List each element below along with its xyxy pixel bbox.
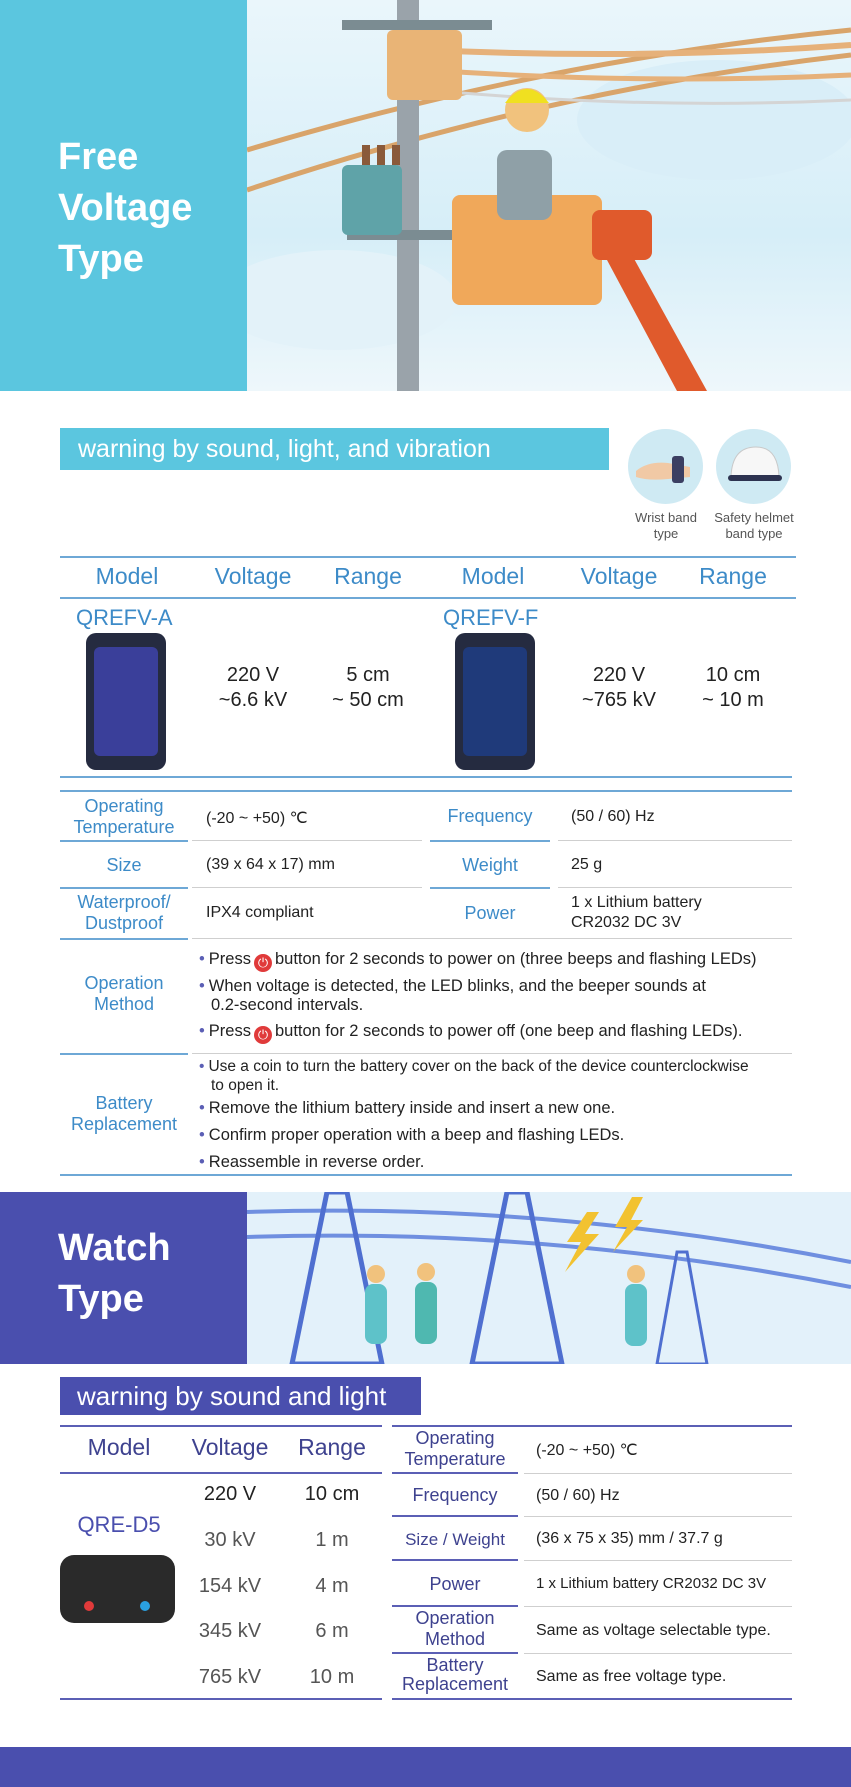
qre-d5-range-2: 1 m <box>315 1529 349 1551</box>
row-rule <box>392 1559 518 1561</box>
hero-watch-title: Watch Type <box>58 1227 171 1320</box>
qrefv-a-voltage: 220 V ~6.6 kV <box>218 664 288 711</box>
row-rule <box>192 840 422 841</box>
spec-table-top-rule <box>60 790 792 792</box>
watch-battery-label: Battery Replacement <box>401 1655 509 1694</box>
hero-free-voltage-title: Free Voltage Type <box>58 136 193 280</box>
watch-battery-value: Same as free voltage type. <box>536 1668 727 1685</box>
qre-d5-range-1: 10 cm <box>304 1483 360 1505</box>
power-label: Power <box>464 903 516 923</box>
waterproof-label: Waterproof/ Dustproof <box>77 892 171 933</box>
weight-value: 25 g <box>571 856 603 873</box>
battery-step-2: • Remove the lithium battery inside and insert a new one. <box>199 1099 616 1117</box>
col-header-range: Range <box>334 563 402 589</box>
battery-step-4: • Reassemble in reverse order. <box>199 1153 425 1171</box>
watch-frequency-value: (50 / 60) Hz <box>536 1487 620 1504</box>
qre-d5-voltage-1: 220 V <box>203 1483 257 1505</box>
footer-band <box>0 1747 851 1787</box>
watch-operation-value: Same as voltage selectable type. <box>536 1622 771 1639</box>
operation-step-1: • Press ⏻ button for 2 seconds to power on (three beeps and flashing LEDs) <box>199 950 757 970</box>
row-rule <box>524 1606 792 1607</box>
power-tower-illustration <box>247 1192 851 1364</box>
watch-power-label: Power <box>429 1574 481 1594</box>
operation-step-3: • Press ⏻ button for 2 seconds to power off (one beep and flashing LEDs). <box>199 1022 743 1042</box>
qre-d5-voltage-3: 154 kV <box>198 1575 262 1597</box>
size-value: (39 x 64 x 17) mm <box>206 856 335 873</box>
qrefv-f-voltage: 220 V ~765 kV <box>582 664 656 711</box>
qre-d5-device-image <box>60 1555 175 1623</box>
row-rule <box>60 1053 188 1055</box>
model-name-qrefv-a: QREFV-A <box>76 605 173 630</box>
header-rule <box>60 597 796 599</box>
model-name-qrefv-f: QREFV-F <box>443 605 539 630</box>
row-rule <box>392 1605 518 1607</box>
row-rule <box>524 1653 792 1654</box>
watch-frequency-label: Frequency <box>412 1485 498 1505</box>
wrist-band-caption: Wrist band type <box>635 510 697 541</box>
watch-size-weight-label: Size / Weight <box>405 1530 505 1549</box>
row-rule <box>392 1472 518 1474</box>
col-header-model: Model <box>95 563 159 589</box>
qre-d5-range-3: 4 m <box>315 1575 349 1597</box>
lineworker-illustration <box>247 0 851 391</box>
qre-d5-range-5: 10 m <box>309 1666 355 1688</box>
qre-d5-range-4: 6 m <box>315 1620 349 1642</box>
wrist-band-image <box>628 429 703 504</box>
safety-helmet-image <box>716 429 791 504</box>
table-top-rule <box>60 556 796 558</box>
watch-header-rule <box>60 1472 382 1474</box>
power-value: 1 x Lithium battery CR2032 DC 3V <box>571 894 702 931</box>
free-voltage-tagline: warning by sound, light, and vibration <box>60 428 609 470</box>
watch-operation-label: Operation Method <box>415 1608 495 1649</box>
model-table-bottom-rule <box>60 776 792 778</box>
row-rule <box>524 1560 792 1561</box>
row-rule <box>60 887 188 889</box>
watch-op-temp-value: (-20 ~ +50) ℃ <box>536 1442 638 1459</box>
row-rule <box>392 1515 518 1517</box>
power-button-icon: ⏻ <box>254 954 272 972</box>
qrefv-f-range: 10 cm ~ 10 m <box>702 664 764 711</box>
spec-table-bottom-rule <box>60 1174 792 1176</box>
battery-step-1: • Use a coin to turn the battery cover on the back of the device counterclockwise to open it. <box>199 1058 749 1094</box>
col-header-range-2: Range <box>699 563 767 589</box>
row-rule <box>524 1473 792 1474</box>
watch-col-header-model: Model <box>87 1434 151 1460</box>
row-rule <box>524 1516 792 1517</box>
watch-op-temp-label: Operating Temperature <box>404 1428 506 1469</box>
watch-col-header-range: Range <box>298 1434 366 1460</box>
qrefv-a-range: 5 cm ~ 50 cm <box>332 664 404 711</box>
col-header-voltage: Voltage <box>214 563 292 589</box>
row-rule <box>60 840 188 842</box>
op-temp-label: Operating Temperature <box>73 796 175 837</box>
weight-label: Weight <box>462 855 518 875</box>
col-header-model-2: Model <box>461 563 525 589</box>
battery-step-3: • Confirm proper operation with a beep and flashing LEDs. <box>199 1126 625 1144</box>
row-rule <box>192 887 422 888</box>
op-temp-value: (-20 ~ +50) ℃ <box>206 810 308 827</box>
qre-d5-voltage-4: 345 kV <box>198 1620 262 1642</box>
operation-step-2: • When voltage is detected, the LED blinks, and the beeper sounds at 0.2-second intervals. <box>199 977 706 1014</box>
size-label: Size <box>106 855 142 875</box>
row-rule <box>192 1053 792 1054</box>
row-rule <box>558 840 792 841</box>
watch-spec-bottom-rule <box>392 1698 792 1700</box>
qrefv-a-device-image <box>86 633 166 770</box>
watch-tagline: warning by sound and light <box>60 1377 421 1415</box>
watch-size-weight-value: (36 x 75 x 35) mm / 37.7 g <box>536 1530 723 1547</box>
qre-d5-voltage-5: 765 kV <box>198 1666 262 1688</box>
row-rule <box>430 887 550 889</box>
watch-col-header-voltage: Voltage <box>191 1434 269 1460</box>
qrefv-f-device-image <box>455 633 535 770</box>
watch-table-bottom-rule <box>60 1698 382 1700</box>
row-rule <box>60 938 188 940</box>
watch-power-value: 1 x Lithium battery CR2032 DC 3V <box>536 1575 767 1592</box>
watch-table-top-rule <box>60 1425 382 1427</box>
waterproof-value: IPX4 compliant <box>206 904 314 921</box>
row-rule <box>430 840 550 842</box>
watch-spec-top-rule <box>392 1425 792 1427</box>
col-header-voltage-2: Voltage <box>580 563 658 589</box>
battery-replacement-label: Battery Replacement <box>70 1093 178 1134</box>
frequency-value: (50 / 60) Hz <box>571 808 655 825</box>
frequency-label: Frequency <box>447 806 533 826</box>
operation-method-label: Operation Method <box>84 973 164 1014</box>
row-rule <box>392 1652 518 1654</box>
model-name-qre-d5: QRE-D5 <box>77 1512 161 1537</box>
qre-d5-voltage-2: 30 kV <box>204 1529 256 1551</box>
power-button-icon: ⏻ <box>254 1026 272 1044</box>
row-rule <box>558 887 792 888</box>
row-rule <box>192 938 792 939</box>
helmet-band-caption: Safety helmet band type <box>714 510 794 541</box>
